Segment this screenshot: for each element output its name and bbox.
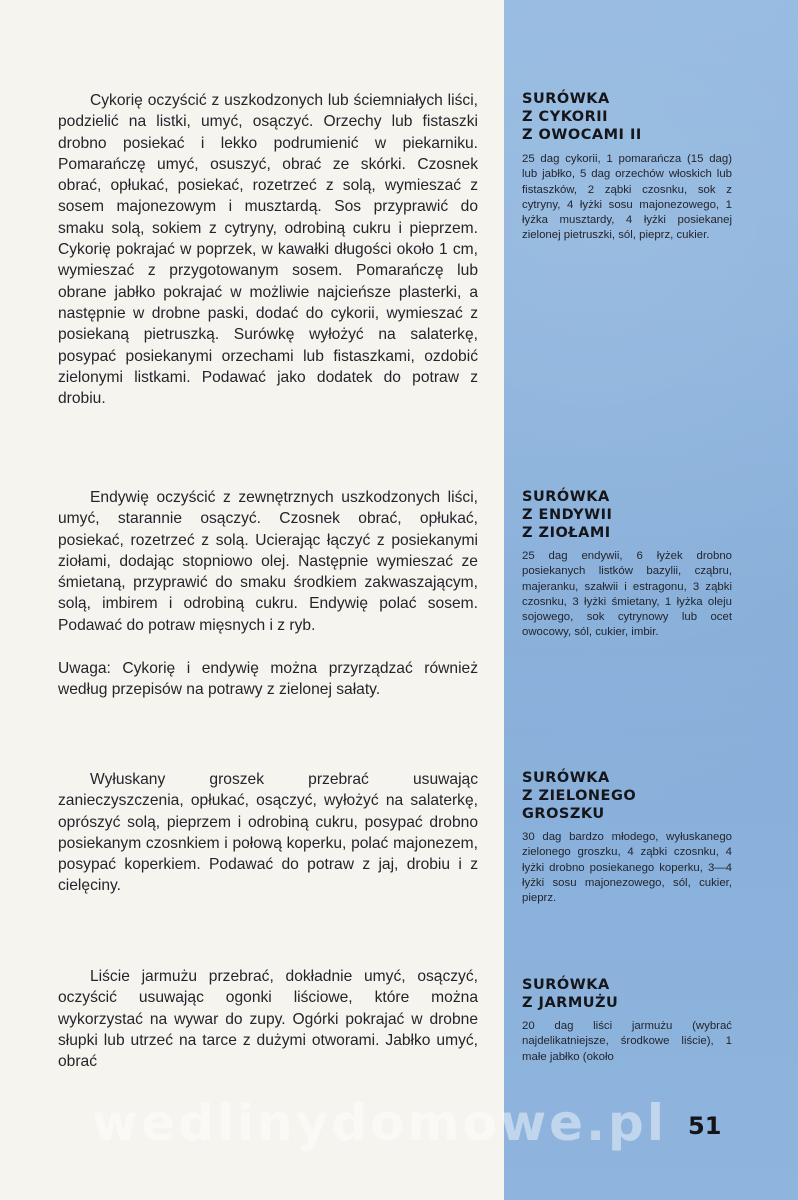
watermark: wedlinydomowe.pl bbox=[92, 1094, 667, 1152]
recipe-2-title-line-2: Z ENDYWII bbox=[522, 507, 613, 523]
recipe-1-title-line-1: SURÓWKA bbox=[522, 91, 610, 107]
recipe-3-method: Wyłuskany groszek przebrać usuwając zanieczyszczenia, opłukać, osączyć, wyłożyć na salaterkę, oprószyć solą, pieprzem i odrobiną cukru, posypać drobno posiekanym czosnkiem i połową koperku, polać majonezem, posypać koperkiem. Podawać do potraw z jaj, drobiu i z cielęciny. bbox=[58, 771, 478, 895]
recipe-4-title bbox=[522, 976, 792, 1012]
recipe-4-method: Liście jarmużu przebrać, dokładnie umyć, osączyć, oczyścić usuwając ogonki liściowe, które można wykorzystać na wywar do zupy. Ogórki pokrajać w drobne słupki lub utrzeć na tarce z dużymi otworami. Jabłko umyć, obrać bbox=[58, 968, 478, 1071]
recipe-1-title bbox=[522, 90, 792, 144]
recipe-3-title-line-1: SURÓWKA bbox=[522, 770, 610, 786]
recipe-1-ingredients: 25 dag cykorii, 1 pomarańcza (15 dag) lub jabłko, 5 dag orzechów włoskich lub fistaszków, 2 ząbki czosnku, sok z cytryny, 4 łyżki sosu majonezowego, 1 łyżka musztardy, 4 łyżki posiekanej zielonej pietruszki, sól, pieprz, cukier. bbox=[522, 153, 732, 242]
recipe-1-title-line-3: Z OWOCAMI II bbox=[522, 127, 642, 143]
recipe-4-title-line-1: SURÓWKA bbox=[522, 977, 610, 993]
recipe-3-title bbox=[522, 769, 792, 823]
recipe-3-title-line-2: Z ZIELONEGO bbox=[522, 788, 637, 804]
recipe-1-method: Cykorię oczyścić z uszkodzonych lub ściemniałych liści, podzielić na listki, umyć, osączyć. Orzechy lub fistaszki drobno posiekać i lekko podrumienić w piekarniku. Pomarańczę umyć, osuszyć, obrać ze skórki. Czosnek obrać, opłukać, posiekać, rozetrzeć z solą, wymieszać z sosem majonezowym i musztardą. Sos przyprawić do smaku solą, sokiem z cytryny, odrobiną cukru i pieprzem. Cykorię pokrajać w poprzek, w kawałki długości około 1 cm, wymieszać z przygotowanym sosem. Pomarańczę lub obrane jabłko pokrajać w możliwie najcieńsze plasterki, a następnie w drobne paski, dodać do cykorii, wymieszać z posiekaną pietruszką. Surówkę wyłożyć na salaterkę, posypać posiekanymi orzechami lub fistaszkami, ozdobić zielonymi listkami. Podawać jako dodatek do potraw z drobiu. bbox=[58, 92, 478, 408]
recipe-2-method: Endywię oczyścić z zewnętrznych uszkodzonych liści, umyć, starannie osączyć. Czosnek obrać, opłukać, posiekać, rozetrzeć z solą. Ucierając łączyć z posiekanymi ziołami, dodając stopniowo olej. Następnie wymieszać ze śmietaną, przyprawić do smaku środkiem zakwaszającym, solą, imbirem i odrobiną cukru. Endywię polać sosem. Podawać do potraw mięsnych i z ryb. bbox=[58, 489, 478, 634]
recipe-2-title bbox=[522, 488, 792, 542]
page-number: 51 bbox=[688, 1112, 722, 1140]
recipe-3-title-line-3: GROSZKU bbox=[522, 806, 605, 822]
recipe-2-ingredients: 25 dag endywii, 6 łyżek drobno posiekanych listków bazylii, cząbru, majeranku, szałwii i estragonu, 3 ząbki czosnku, 3 łyżki śmietany, 1 łyżka oleju sojowego, sok cytrynowy lub ocet owocowy, sól, cukier, imbir. bbox=[522, 550, 732, 639]
recipe-1-title-line-2: Z CYKORII bbox=[522, 109, 609, 125]
recipe-3-ingredients: 30 dag bardzo młodego, wyłuskanego zielonego groszku, 4 ząbki czosnku, 4 łyżki drobno posiekanego koperku, 3—4 łyżki sosu majonezowego, sól, cukier, pieprz. bbox=[522, 831, 732, 905]
recipe-2-title-line-1: SURÓWKA bbox=[522, 489, 610, 505]
recipe-4-ingredients: 20 dag liści jarmużu (wybrać najdelikatniejsze, środkowe liście), 1 małe jabłko (około bbox=[522, 1020, 732, 1063]
recipe-2-note: Uwaga: Cykorię i endywię można przyrządzać również według przepisów na potrawy z zielonej sałaty. bbox=[58, 660, 478, 699]
recipe-4-title-line-2: Z JARMUŻU bbox=[522, 995, 619, 1011]
recipe-2-title-line-3: Z ZIOŁAMI bbox=[522, 525, 611, 541]
